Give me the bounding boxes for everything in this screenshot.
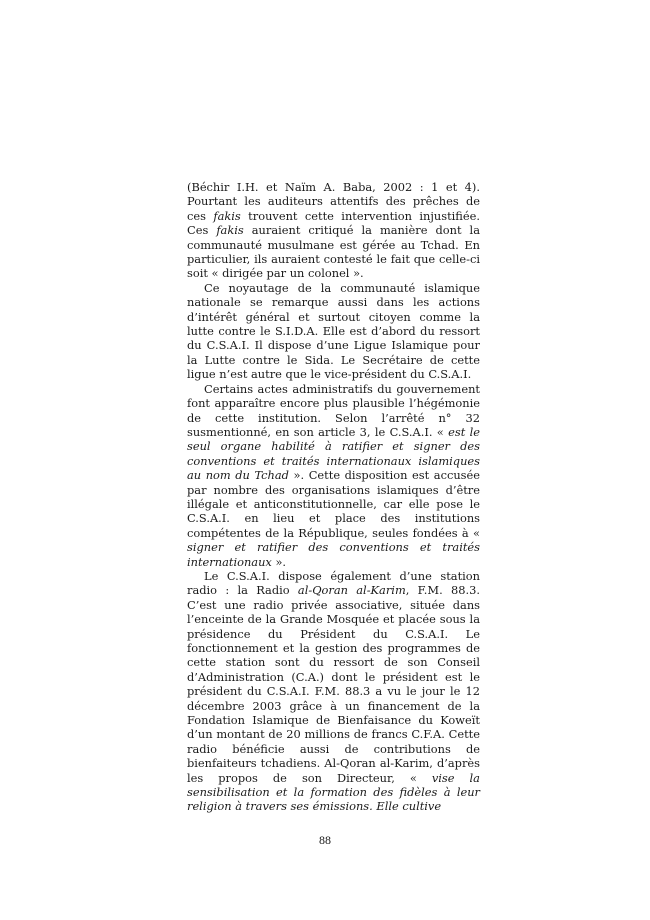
text-run: , F.M. 88.3. C’est une radio privée associative, située dans l’enceinte de la Grande Mosquée et placée sous la présidence du Président du C.S.A.I. Le fonctionnement et la gestion des programmes de cette station sont du ressort de son Conseil d’Administration (C.A.) dont le président est le président du C.S.A.I. F.M. 88.3 a vu le jour le 12 décembre 2003 grâce à un financement de la Fondation Islamique de Bienfaisance du Koweït d’un montant de 20 millions de francs C.F.A. Cette radio bénéficie aussi de contributions de bienfaiteurs tchadiens. Al-Qoran al-Karim, d’après les propos de son Directeur, « <box>187 583 480 785</box>
text-run: trouvent cette intervention injustifiée. Ces <box>187 208 480 238</box>
text-run: auraient critiqué la manière dont la communauté musulmane est gérée au Tchad. En particulier, ils auraient contesté le fait que celle-ci soit « dirigée par un colonel ». <box>187 223 480 281</box>
text-run: ». <box>271 554 287 569</box>
paragraph-2 <box>187 281 480 382</box>
italic-text: est le seul organe habilité à ratifier et signer des conventions et traités internationaux islamiques au nom du Tchad <box>187 424 480 483</box>
italic-text: fakis <box>216 223 244 238</box>
body-text <box>187 180 480 814</box>
text-run: Certains actes administratifs du gouvernement font apparaître encore plus plausible l’hégémonie de cette institution. Selon l’arrêté n° 32 susmentionné, en son article 3, le C.S.A.I. « <box>187 381 480 439</box>
paragraph-4 <box>187 569 480 814</box>
italic-text: vise la sensibilisation et la formation des fidèles à leur religion à travers ses émissions. Elle cultive <box>187 770 480 814</box>
italic-text: fakis <box>213 208 241 223</box>
paragraph-3 <box>187 382 480 569</box>
italic-text: signer et ratifier des conventions et traités internationaux <box>187 540 480 569</box>
text-run: Ce noyautage de la communauté islamique nationale se remarque aussi dans les actions d’intérêt général et surtout citoyen comme la lutte contre le S.I.D.A. Elle est d’abord du ressort du C.S.A.I. Il dispose d’une Ligue Islamique pour la Lutte contre le Sida. Le Secrétaire de cette ligue n’est autre que le vice-président du C.S.A.I. <box>187 280 480 382</box>
italic-text: al-Qoran al-Karim <box>297 583 406 598</box>
page-number: 88 <box>319 833 331 847</box>
text-run: Le C.S.A.I. dispose également d’une station radio : la Radio <box>187 568 480 598</box>
text-run: (Béchir I.H. et Naïm A. Baba, 2002 : 1 et 4). Pourtant les auditeurs attentifs des prêches de ces <box>187 180 480 223</box>
text-run: ». Cette disposition est accusée par nombre des organisations islamiques d’être illégale et anticonstitutionnelle, car elle pose le C.S.A.I. en lieu et place des institutions compétentes de la République, seules fondées à « <box>187 468 480 540</box>
paragraph-1 <box>187 180 480 281</box>
